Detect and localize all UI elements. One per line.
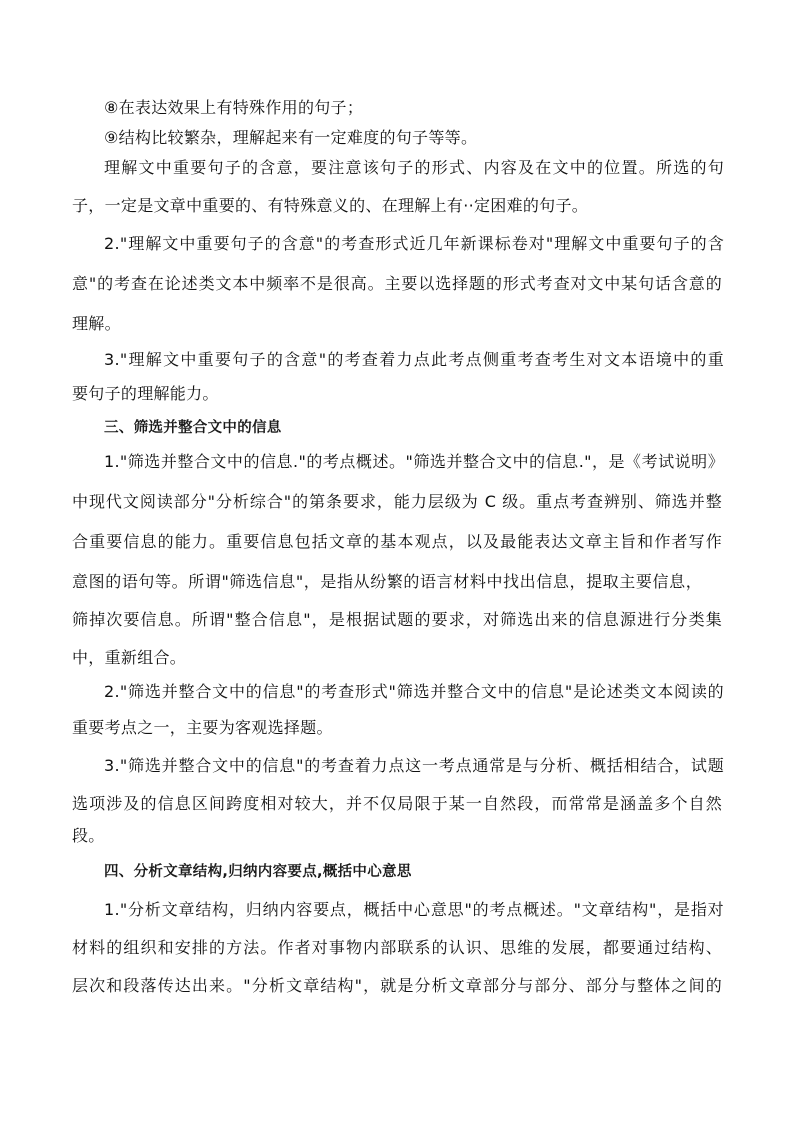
paragraph-line: 3."筛选并整合文中的信息"的考查着力点这一考点通常是与分析、概括相结合，试题 bbox=[104, 756, 724, 775]
paragraph-line: 层次和段落传达出来。"分析文章结构"，就是分析文章部分与部分、部分与整体之间的 bbox=[72, 976, 722, 995]
paragraph-line: 意图的语句等。所谓"筛选信息"，是指从纷繁的语言材料中找出信息，提取主要信息， bbox=[72, 572, 702, 591]
section-heading: 三、筛选并整合文中的信息 bbox=[104, 420, 282, 436]
list-item-8: ⑧在表达效果上有特殊作用的句子； bbox=[104, 98, 364, 117]
paragraph-line: 1."筛选并整合文中的信息."的考点概述。"筛选并整合文中的信息."，是《考试说明》 bbox=[104, 452, 724, 471]
paragraph-line: 筛掉次要信息。所谓"整合信息"，是根据试题的要求，对筛选出来的信息源进行分类集 bbox=[72, 610, 722, 629]
section-heading: 四、分析文章结构,归纳内容要点,概括中心意思 bbox=[104, 864, 412, 880]
list-item-9: ⑨结构比较繁杂，理解起来有一定难度的句子等等。 bbox=[104, 128, 478, 147]
paragraph-line: 子，一定是文章中重要的、有特殊意义的、在理解上有··定困难的句子。 bbox=[72, 196, 589, 215]
paragraph-line: 理解。 bbox=[72, 314, 121, 333]
paragraph-line: 材料的组织和安排的方法。作者对事物内部联系的认识、思维的发展，都要通过结构、 bbox=[72, 938, 722, 957]
paragraph-line: 2."筛选并整合文中的信息"的考查形式"筛选并整合文中的信息"是论述类文本阅读的 bbox=[104, 682, 724, 701]
paragraph-line: 2."理解文中重要句子的含意"的考查形式近几年新课标卷对"理解文中重要句子的含 bbox=[104, 234, 724, 253]
paragraph-line: 意"的考查在论述类文本中频率不是很高。主要以选择题的形式考查对文中某句话含意的 bbox=[72, 274, 722, 293]
paragraph-line: 段。 bbox=[72, 826, 105, 845]
paragraph-line: 要句子的理解能力。 bbox=[72, 384, 219, 403]
paragraph-line: 选项涉及的信息区间跨度相对较大，并不仅局限于某一自然段，而常常是涵盖多个自然 bbox=[72, 794, 722, 813]
paragraph-line: 合重要信息的能力。重要信息包括文章的基本观点，以及最能表达文章主旨和作者写作 bbox=[72, 532, 722, 551]
paragraph-line: 中现代文阅读部分"分析综合"的第条要求，能力层级为 C 级。重点考查辨别、筛选并整 bbox=[72, 492, 722, 511]
paragraph-line: 3."理解文中重要句子的含意"的考查着力点此考点侧重考查考生对文本语境中的重 bbox=[104, 350, 724, 369]
paragraph-line: 理解文中重要句子的含意，要注意该句子的形式、内容及在文中的位置。所选的句 bbox=[104, 158, 724, 177]
paragraph-line: 1."分析文章结构，归纳内容要点，概括中心意思"的考点概述。"文章结构"，是指对 bbox=[104, 900, 724, 919]
paragraph-line: 中，重新组合。 bbox=[72, 648, 187, 667]
paragraph-line: 重要考点之一，主要为客观选择题。 bbox=[72, 718, 333, 737]
